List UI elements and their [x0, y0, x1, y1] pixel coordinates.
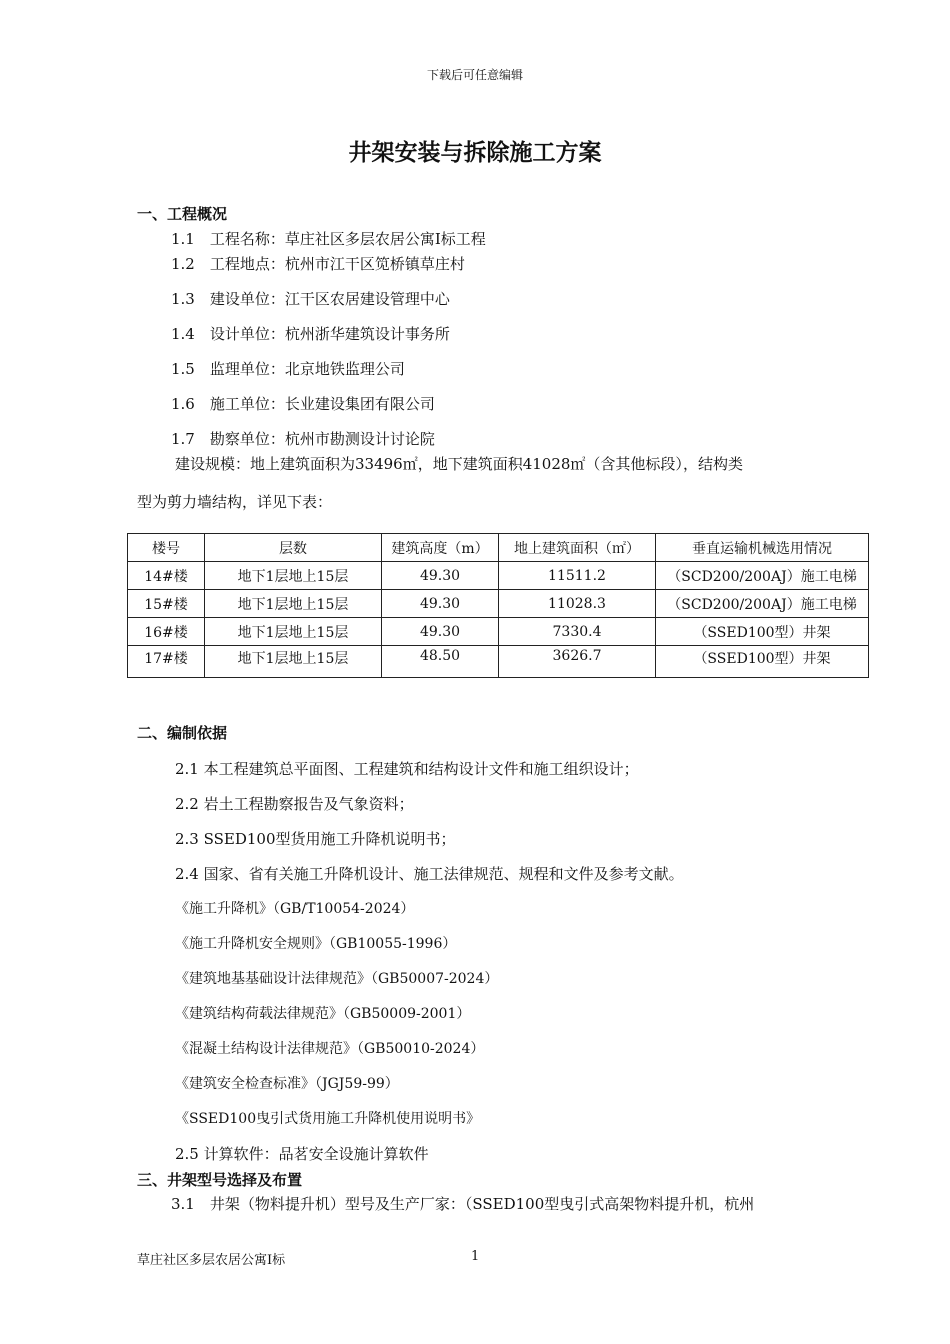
table-row	[128, 618, 869, 646]
table-cell: （SSED100型）井架	[656, 618, 869, 646]
reference-standard: 《建筑地基基础设计法律规范》（GB50007-2024）	[175, 971, 499, 987]
reference-standard: 《建筑结构荷载法律规范》（GB50009-2001）	[175, 1006, 471, 1022]
table-cell: 3626.7	[499, 646, 656, 678]
contractor-line: 1.6 施工单位：长业建设集团有限公司	[171, 395, 435, 413]
table-cell: 14#楼	[128, 562, 205, 590]
project-location-line: 1.2 工程地点：杭州市江干区笕桥镇草庄村	[171, 255, 465, 273]
section-1-heading: 一、工程概况	[137, 205, 228, 223]
table-cell: 17#楼	[128, 646, 205, 678]
table-cell: （SCD200/200AJ）施工电梯	[656, 562, 869, 590]
table-cell: （SCD200/200AJ）施工电梯	[656, 590, 869, 618]
table-cell: 49.30	[382, 590, 499, 618]
survey-line: 1.7 勘察单位：杭州市勘测设计讨论院	[171, 430, 435, 448]
table-cell: 7330.4	[499, 618, 656, 646]
building-table	[127, 533, 869, 678]
table-cell: 地下1层地上15层	[205, 618, 382, 646]
footer-project-name: 草庄社区多层农居公寓Ⅰ标	[137, 1253, 286, 1268]
table-cell: 地下1层地上15层	[205, 590, 382, 618]
page-number: 1	[471, 1249, 480, 1264]
reference-standard: 《施工升降机安全规则》（GB10055-1996）	[175, 936, 457, 952]
document-title: 井架安装与拆除施工方案	[348, 140, 602, 166]
scale-line-2: 型为剪力墙结构，详见下表：	[137, 493, 333, 511]
supervisor-line: 1.5 监理单位：北京地铁监理公司	[171, 360, 405, 378]
table-cell: 48.50	[382, 646, 499, 678]
project-name-line: 1.1 工程名称：草庄社区多层农居公寓Ⅰ标工程	[171, 230, 486, 248]
designer-line: 1.4 设计单位：杭州浙华建筑设计事务所	[171, 325, 450, 343]
reference-standard: 《施工升降机》（GB/T10054-2024）	[175, 901, 415, 917]
table-row	[128, 646, 869, 678]
section-2-heading: 二、编制依据	[137, 724, 228, 742]
table-header-cell: 地上建筑面积（㎡）	[499, 534, 656, 562]
section-3-heading: 三、井架型号选择及布置	[137, 1171, 303, 1189]
table-cell: 11511.2	[499, 562, 656, 590]
table-header-cell: 层数	[205, 534, 382, 562]
table-cell: 11028.3	[499, 590, 656, 618]
basis-item: 2.4 国家、省有关施工升降机设计、施工法律规范、规程和文件及参考文献。	[175, 865, 684, 883]
table-header-cell: 楼号	[128, 534, 205, 562]
reference-standard: 《混凝土结构设计法律规范》（GB50010-2024）	[175, 1041, 485, 1057]
header-note: 下载后可任意编辑	[426, 68, 523, 82]
table-header-row	[128, 534, 869, 562]
owner-line: 1.3 建设单位：江干区农居建设管理中心	[171, 290, 450, 308]
table-cell: 地下1层地上15层	[205, 562, 382, 590]
table-cell: 49.30	[382, 562, 499, 590]
hoist-model-line: 3.1 井架（物料提升机）型号及生产厂家：（SSED100型曳引式高架物料提升机，杭州	[171, 1195, 755, 1213]
table-cell: 地下1层地上15层	[205, 646, 382, 678]
table-cell: 49.30	[382, 618, 499, 646]
reference-standard: 《建筑安全检查标准》（JGJ59-99）	[175, 1076, 399, 1092]
table-row	[128, 590, 869, 618]
basis-item: 2.5 计算软件：品茗安全设施计算软件	[175, 1145, 429, 1163]
table-cell: 15#楼	[128, 590, 205, 618]
table-cell: （SSED100型）井架	[656, 646, 869, 678]
table-header-cell: 垂直运输机械选用情况	[656, 534, 869, 562]
basis-item: 2.3 SSED100型货用施工升降机说明书；	[175, 830, 456, 848]
reference-standard: 《SSED100曳引式货用施工升降机使用说明书》	[175, 1111, 481, 1127]
table-header-cell: 建筑高度（m）	[382, 534, 499, 562]
table-cell: 16#楼	[128, 618, 205, 646]
basis-item: 2.2 岩土工程勘察报告及气象资料；	[175, 795, 414, 813]
table-row	[128, 562, 869, 590]
basis-item: 2.1 本工程建筑总平面图、工程建筑和结构设计文件和施工组织设计；	[175, 760, 639, 778]
scale-line-1: 建设规模：地上建筑面积为33496㎡，地下建筑面积41028㎡（含其他标段），结构类	[175, 455, 743, 473]
